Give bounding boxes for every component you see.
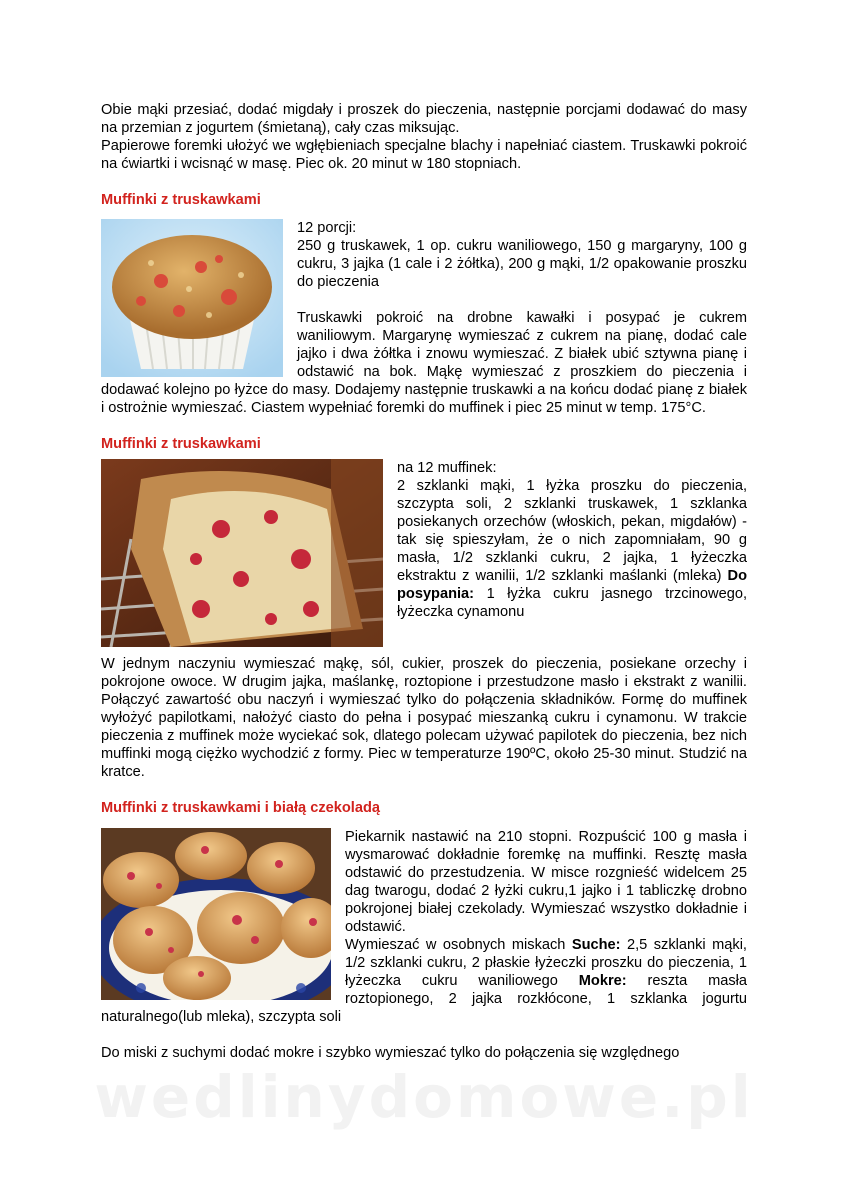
recipe-2-portions: na 12 muffinek: xyxy=(397,460,497,476)
intro-paragraph-2: Papierowe foremki ułożyć we wgłębieniach specjalne blachy i napełniać ciastem. Truskawki pokroić na ćwiartki i wcisnąć w masę. Piec ok. 20 minut w 180 stopniach. xyxy=(101,138,747,172)
recipe-3-dry-label: Suche: xyxy=(571,937,621,953)
recipe-3-paragraph-1: Piekarnik nastawić na 210 stopni. Rozpuścić 100 g masła i wysmarować dokładnie foremkę na muffinki. Resztę masła odstawić do przestudzenia. W misce rozgnieść widelcem 25 dag twarogu, dodać 2 łyżki cukru,1 jajko i 1 tabliczkę drobno pokrojonej białej czekolady. Wymieszać wszystko dokładnie i odstawić. xyxy=(345,829,747,935)
recipe-1-ingredients: 250 g truskawek, 1 op. cukru waniliowego, 150 g margaryny, 100 g cukru, 3 jajka (1 cale i 2 żółtka), 200 g mąki, 1/2 opakowanie proszku do pieczenia xyxy=(297,238,747,290)
recipe-2-title: Muffinki z truskawkami xyxy=(101,436,261,452)
muffins-plate-photo-icon xyxy=(101,828,331,1000)
recipe-2-section xyxy=(101,459,747,781)
content-column xyxy=(101,101,747,1062)
recipe-2-topping-text: 1 łyżka cukru jasnego trzcinowego, łyżeczka cynamonu xyxy=(397,586,747,620)
intro-paragraph-1: Obie mąki przesiać, dodać migdały i proszek do pieczenia, następnie porcjami dodawać do masy na przemian z jogurtem (śmietaną), cały czas miksując. xyxy=(101,102,747,136)
recipe-1-method: Truskawki pokroić na drobne kawałki i posypać je cukrem waniliowym. Margarynę wymieszać z cukrem na pianę, dodać cale jajko i dwa żółtka i znowu wymieszać. Z białek ubić sztywna pianę i odstawić na bok. Mąkę wymieszać z proszkiem do pieczenia i dodawać kolejno po łyżce do masy. Dodajemy następnie truskawki a na końcu dodać pianę z białek i ostrożnie wymieszać. Ciastem wypełniać foremki do muffinek i piec 25 minut w temp. 175°C. xyxy=(101,310,747,416)
recipe-2-method: W jednym naczyniu wymieszać mąkę, sól, cukier, proszek do pieczenia, posiekane orzechy i pokrojone owoce. W drugim jajka, maślankę, roztopione i przestudzone masło i ekstrakt z wanilii. Połączyć zawartość obu naczyń i wymieszać tylko do połączenia składników. Formę do muffinek wyłożyć papilotkami, nałożyć ciasto do pełna i posypać mieszanką cukru i cynamonu. W trakcie pieczenia z muffinek może wyciekać sok, dlatego polecam używać papilotek do pieczenia, bez nich muffinki mogą ciężko wychodzić z formy. Piec w temperaturze 190ºC, około 25-30 minut. Studzić na kratce. xyxy=(101,656,747,780)
muffin-photo-icon xyxy=(101,219,283,377)
recipe-3-p2-intro: Wymieszać w osobnych miskach xyxy=(345,937,566,953)
recipe-1-section xyxy=(101,219,747,417)
recipe-3-section xyxy=(101,828,747,1026)
recipe-1-title: Muffinki z truskawkami xyxy=(101,192,261,208)
recipe-3-title: Muffinki z truskawkami i białą czekoladą xyxy=(101,800,380,816)
recipe-1-portions: 12 porcji: xyxy=(297,220,357,236)
recipe-3-paragraph-3: Do miski z suchymi dodać mokre i szybko wymieszać tylko do połączenia się względnego xyxy=(101,1045,680,1061)
muffin-slice-photo-icon xyxy=(101,459,383,647)
recipe-3-dry-text: 2,5 szklanki mąki, 1/2 szklanki cukru, 2 płaskie łyżeczki proszku do pieczenia, 1 łyżeczka cukru waniliowego xyxy=(345,937,747,989)
watermark-text: wedlinydomowe.pl xyxy=(94,1063,754,1131)
recipe-2-topping-label: Do posypania: xyxy=(397,568,747,602)
recipe-2-ingredients-text: 2 szklanki mąki, 1 łyżka proszku do pieczenia, szczypta soli, 2 szklanki truskawek, 1 szklanka posiekanych orzechów (włoskich, pekan, migdałów) - tak się spieszyłam, że o nich zapomniałam, 90 g masła, 1/2 szklanki cukru, 2 jajka, 1 łyżeczka ekstraktu z wanilii, 1/2 szklanki maślanki (mleka) xyxy=(397,478,747,584)
recipe-3-wet-label: Mokre: xyxy=(578,973,627,989)
recipe-3-wet-text: reszta masła roztopionego, 2 jajka rozkłócone, 1 szklanka jogurtu naturalnego(lub mleka), szczypta soli xyxy=(101,973,747,1025)
